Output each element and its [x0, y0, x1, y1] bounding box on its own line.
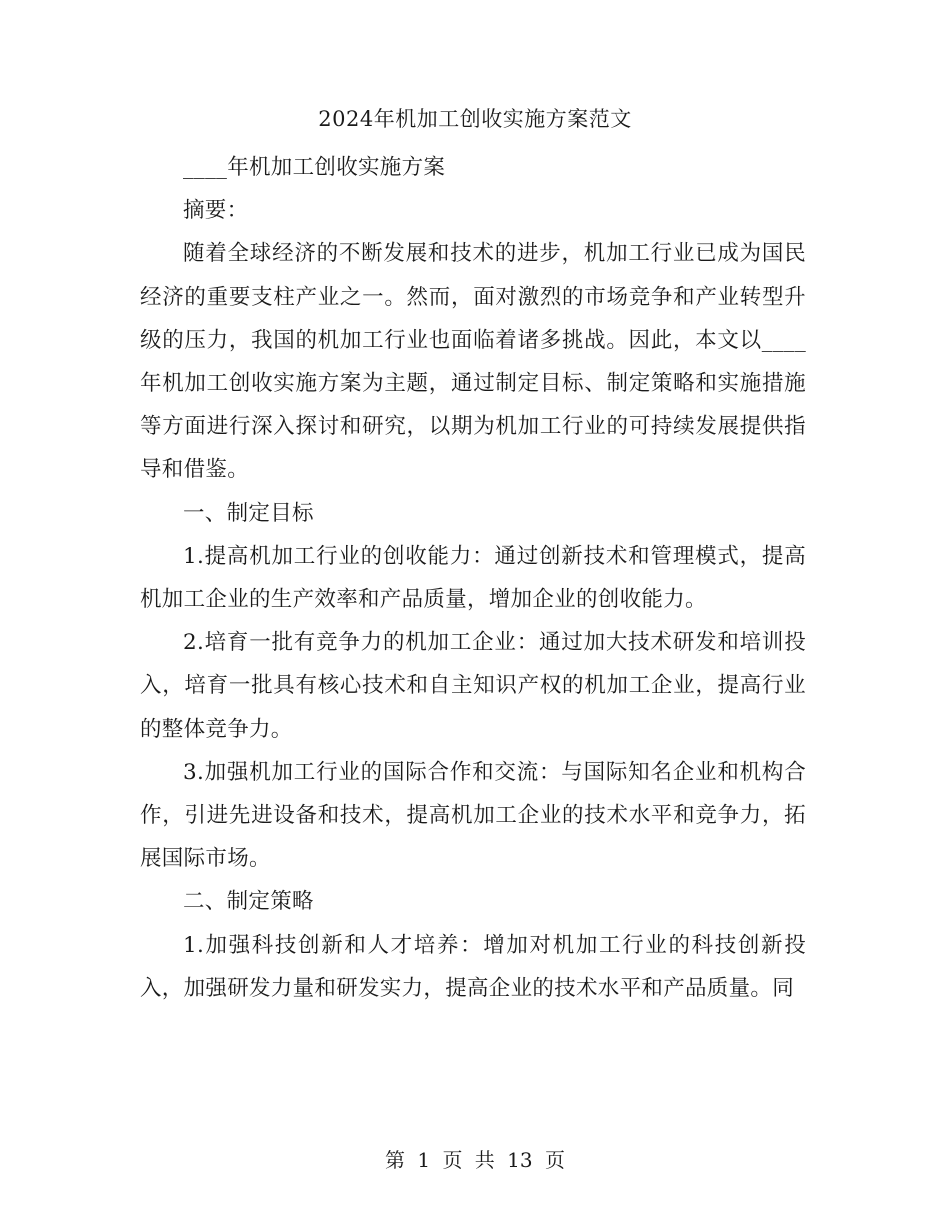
subtitle-paragraph: ____年机加工创收实施方案 — [183, 155, 446, 180]
strategy-item-1: 1.加强科技创新和人才培养：增加对机加工行业的科技创新投入，加强研发力量和研发实力，提高企业的技术水平和产品质量。同 — [140, 932, 806, 1001]
page-footer: 第 1 页 共 13 页 — [385, 1148, 565, 1172]
abstract-heading: 摘要： — [183, 198, 249, 224]
document-title: 2024年机加工创收实施方案范文 — [318, 107, 632, 131]
document-body — [140, 146, 806, 1010]
abstract-paragraph: 随着全球经济的不断发展和技术的进步，机加工行业已成为国民经济的重要支柱产业之一。然而，面对激烈的市场竞争和产业转型升级的压力，我国的机加工行业也面临着诸多挑战。因此，本文以____年机加工创收实施方案为主题，通过制定目标、制定策略和实施措施等方面进行深入探讨和研究，以期为机加工行业的可持续发展提供指导和借鉴。 — [140, 241, 806, 483]
section-heading-goals: 一、制定目标 — [183, 500, 314, 526]
goal-item-2: 2.培育一批有竞争力的机加工企业：通过加大技术研发和培训投入，培育一批具有核心技术和自主知识产权的机加工企业，提高行业的整体竞争力。 — [140, 630, 806, 742]
goal-item-1: 1.提高机加工行业的创收能力：通过创新技术和管理模式，提高机加工企业的生产效率和产品质量，增加企业的创收能力。 — [140, 543, 806, 613]
section-heading-strategy: 二、制定策略 — [183, 889, 314, 915]
goal-item-3: 3.加强机加工行业的国际合作和交流：与国际知名企业和机构合作，引进先进设备和技术，提高机加工企业的技术水平和竞争力，拓展国际市场。 — [140, 759, 806, 872]
